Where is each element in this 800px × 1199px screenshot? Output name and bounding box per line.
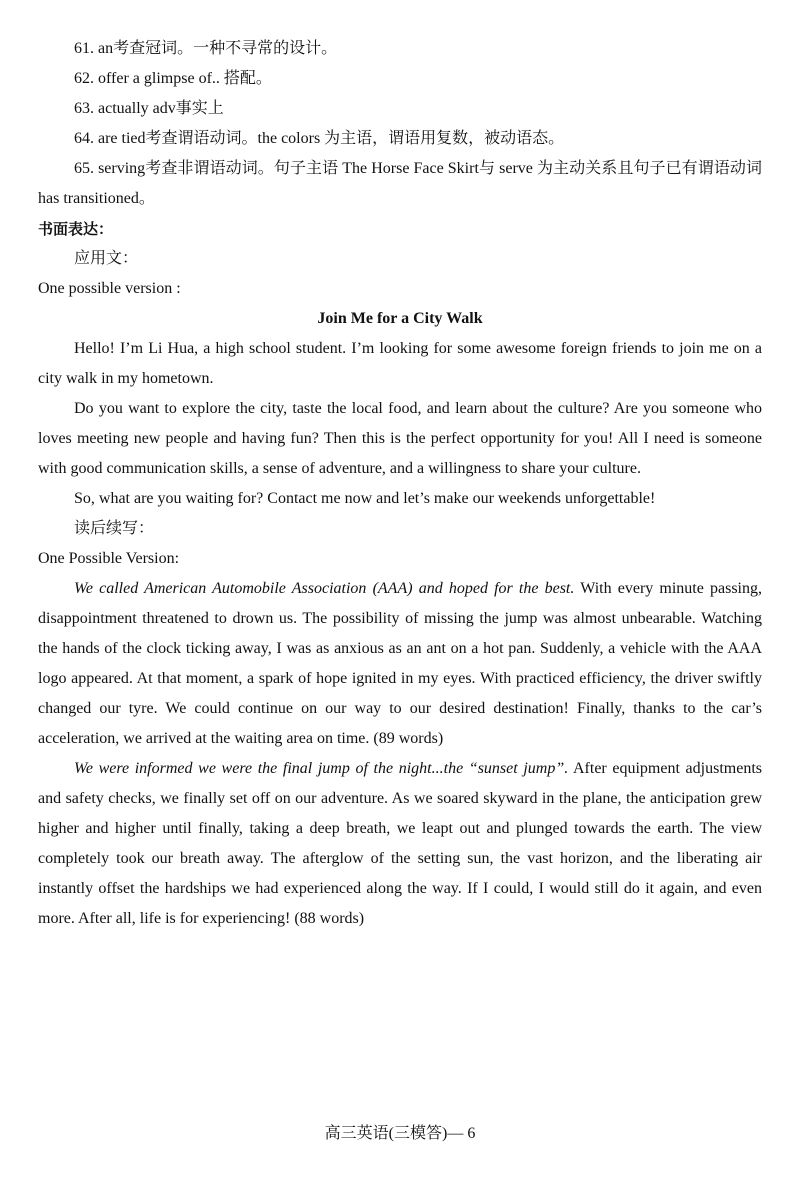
essay-paragraph: Do you want to explore the city, taste the local food, and learn about the culture? Are you someone who loves meeting new people and having fun? Then this is the perfect opportunity for you! All I need is someone with good communication skills, a sense of adventure, and a willingness to share your culture. <box>38 400 762 477</box>
answer-64: 64. are tied考查谓语动词。the colors 为主语，谓语用复数，被动语态。 <box>74 130 565 147</box>
answer-62: 62. offer a glimpse of.. 搭配。 <box>74 70 272 87</box>
version-label: One possible version : <box>38 280 181 297</box>
page-footer: 高三英语(三模答)— 6 <box>324 1125 476 1142</box>
applied-writing-label: 应用文： <box>74 250 139 267</box>
continuation-label: 读后续写： <box>74 520 155 537</box>
story-lead-sentence: We were informed we were the final jump of the night...the “sunset jump”. <box>74 760 569 777</box>
essay-paragraph: So, what are you waiting for? Contact me now and let’s make our weekends unforgettable! <box>74 490 656 507</box>
answer-65: 65. serving考查非谓语动词。句子主语 The Horse Face Skirt与 serve 为主动关系且句子已有谓语动词has transitioned。 <box>38 160 762 207</box>
version-label: One Possible Version: <box>38 550 180 567</box>
story-body: After equipment adjustments and safety checks, we finally set off on our adventure. As we soared skyward in the plane, the anticipation grew higher and higher until finally, taking a deep breath, we leapt out and plunged towards the earth. The view completely took our breath away. The afterglow of the setting sun, the vast horizon, and the liberating air instantly offset the hardships we had experienced along the way. If I could, I would still do it again, and even more. After all, life is for experiencing! (88 words) <box>38 760 762 927</box>
essay-title: Join Me for a City Walk <box>317 310 483 327</box>
section-heading: 书面表达： <box>38 220 114 238</box>
story-paragraph <box>38 574 762 754</box>
story-paragraph <box>38 754 762 934</box>
essay-paragraph: Hello! I’m Li Hua, a high school student. I’m looking for some awesome foreign friends to join me on a city walk in my hometown. <box>38 340 762 387</box>
answer-63: 63. actually adv事实上 <box>74 100 224 117</box>
story-lead-sentence: We called American Automobile Association (AAA) and hoped for the best. <box>74 580 575 597</box>
story-body: With every minute passing, disappointment threatened to drown us. The possibility of missing the jump was almost unbearable. Watching the hands of the clock ticking away, I was as anxious as an ant on a hot pan. Suddenly, a vehicle with the AAA logo appeared. At that moment, a spark of hope ignited in my eyes. With practiced efficiency, the driver swiftly changed our tyre. We could continue on our way to our desired destination! Finally, thanks to the car’s acceleration, we arrived at the waiting area on time. (89 words) <box>38 580 762 747</box>
answer-page <box>38 34 762 934</box>
answer-61: 61. an考查冠词。一种不寻常的设计。 <box>74 40 338 57</box>
